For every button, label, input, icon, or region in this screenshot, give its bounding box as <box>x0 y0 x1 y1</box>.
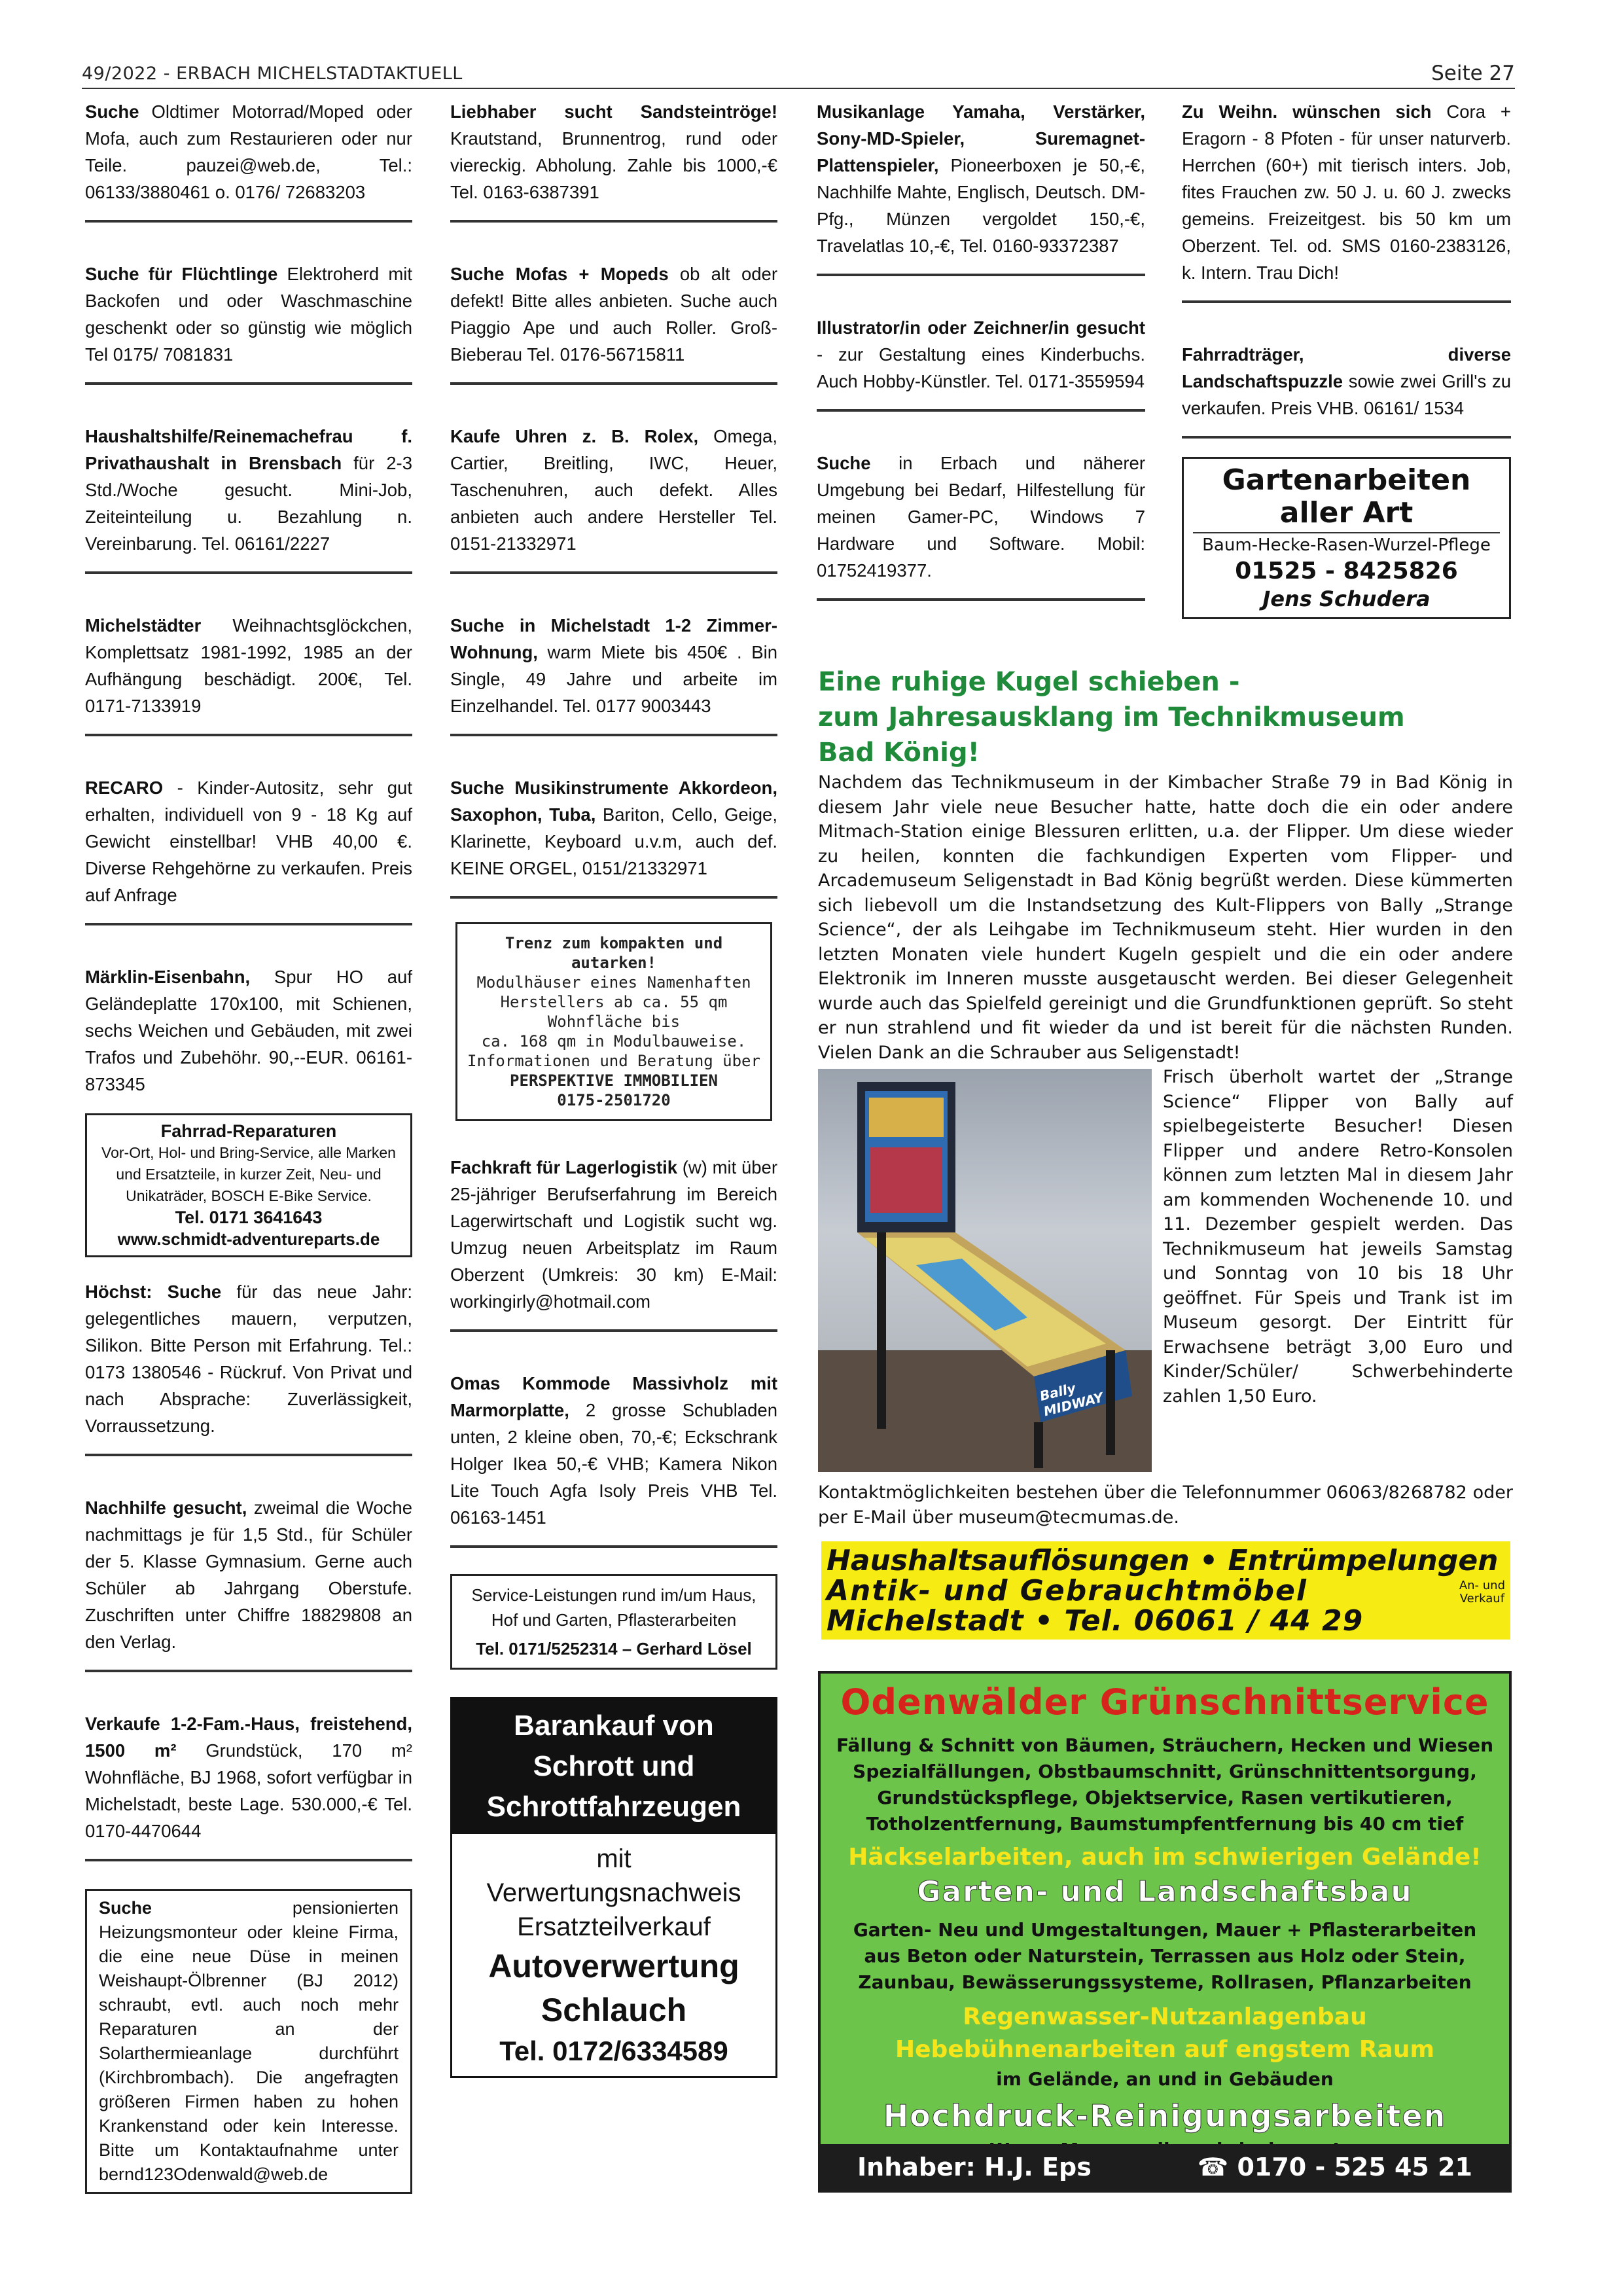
article-body: Nachdem das Technikmuseum in der Kimbacher Straße 79 in Bad König in diesem Jahr viele neue Besucher hatte, hatte doch die ein oder andere Mitmach-Station einige Blessuren erlitten, u.a. der Flipper. Um diese wieder zu heilen, konnten die fachkundigen Experten vom Flipper- und Arcademuseum Seligenstadt in Bad König begrüßt werden. Diese kümmerten sich liebevoll um die Instandsetzung des Kult-Flippers von Bally „Strange Science“, der als Leihgabe im Technikmuseum steht. Hier wurden in den letzten Monaten viele hundert Kugeln gespielt und die ein oder andere Elektronik im Inneren musste ausgetauscht werden. Bei dieser Gelegenheit wurde auch das Spielfeld gereinigt und die Grundfunktionen geprüft. So steht er nun strahlend und fit wieder da und ist bereit für die nächsten Runden. Vielen Dank an die Schrauber aus Seligenstadt! <box>818 772 1513 1063</box>
ad-text: Weihnachtsglöckchen, Komplettsatz 1981-1992, 1985 an der Aufhängung beschädigt. 200€, Tel. 0171-7133919 <box>85 615 412 716</box>
ad-title: Märklin-Eisenbahn, <box>85 967 251 987</box>
ad-title: Musikanlage Yamaha, Verstärker, Sony-MD-Spieler, Suremagnet-Plattenspieler, <box>817 101 1145 175</box>
suche-box-ad <box>85 1889 412 2194</box>
ad-text: pensionierten Heizungsmonteur oder kleine Firma, die eine neue Düse in meinen Weishaupt-Ölbrenner (BJ 2012) schraubt, evtl. auch noch mehr Reparaturen an der Solarthermieanlage durchführt (Kirchbrombach). Die angefragten größeren Firmen haben zu hohen Krankenstand oder kein Interesse. Bitte um Kontaktaufnahme unter bernd123Odenwald@web.de <box>99 1898 399 2184</box>
gruen-line: Grundstückspflege, Objektservice, Rasen vertikutieren, <box>877 1787 1453 1808</box>
barankauf-phone: Tel. 0172/6334589 <box>499 2036 728 2066</box>
ad-text: Oldtimer Motorrad/Moped oder Mofa, auch zum Restaurieren oder nur Teile. pauzei@web.de, Tel.: 06133/3880461 o. 0176/ 72683203 <box>85 101 412 202</box>
fahrrad-line: und Ersatzteile, in kurzer Zeit, Neu- und <box>116 1166 382 1183</box>
ad-text: Elektroherd mit Backofen und oder Waschmaschine geschenkt oder so günstig wie möglich Tel 0175/ 7081831 <box>85 264 412 365</box>
gruen-phone: ☎ 0170 - 525 45 21 <box>1197 2153 1472 2181</box>
ad-text: zweimal die Woche nachmittags je für 1,5 Std., für Schüler der 5. Klasse Gymnasium. Gerne auch Schüler ab Jahrgang Oberstufe. Zuschriften unter Chiffre 18829808 an den Verlag. <box>85 1498 412 1652</box>
garten-name: Jens Schudera <box>1262 586 1431 611</box>
gruen-block-2 <box>821 1917 1509 1996</box>
gruen-footer <box>821 2144 1509 2190</box>
gruen-line: Garten- Neu und Umgestaltungen, Mauer + Pflasterarbeiten <box>853 1919 1477 1941</box>
headline-line: zum Jahresausklang im Technikmuseum <box>818 702 1405 732</box>
barankauf-line: Verwertungsnachweis <box>486 1878 741 1907</box>
classified-ad <box>450 98 777 223</box>
haushalt-small <box>1459 1579 1505 1605</box>
perspektive-line: ca. 168 qm in Modulbauweise. <box>481 1032 747 1050</box>
column-3 <box>817 98 1145 601</box>
fahrrad-tel: Tel. 0171 3641643 <box>175 1208 323 1227</box>
barankauf-ad <box>450 1697 777 2078</box>
ad-title: Haushaltshilfe/Reinemachefrau f. Privathaushalt in Brensbach <box>85 426 412 473</box>
classified-ad <box>817 450 1145 601</box>
perspektive-line: Modulhäuser eines Namenhaften <box>476 973 751 992</box>
garten-title: aller Art <box>1279 496 1413 529</box>
ad-title: Kaufe Uhren z. B. Rolex, <box>450 426 699 446</box>
fahrrad-line: Unikaträder, BOSCH E-Bike Service. <box>126 1187 372 1204</box>
ad-title: Suche <box>85 101 139 122</box>
article-image-row <box>818 1065 1513 1480</box>
ad-text: Omega, Cartier, Breitling, IWC, Heuer, Taschenuhren, auch defekt. Alles anbieten auch andere Hersteller Tel. 0151-21332971 <box>450 426 777 554</box>
ad-title: Omas Kommode Massivholz mit Marmorplatte, <box>450 1373 777 1420</box>
gruen-highlight: Häckselarbeiten, auch im schwierigen Gelände! <box>848 1844 1482 1871</box>
ad-title: Suche in Michelstadt 1-2 Zimmer-Wohnung, <box>450 615 777 662</box>
ad-text: für das neue Jahr: gelegentliches mauern, verputzen, Silikon. Bitte Person mit Erfahrung. Tel.: 0173 1380546 - Rückruf. Von Privat und nach Absprache: Zuverlässigkeit, Vorraussetzung. <box>85 1282 413 1436</box>
ad-text: Grundstück, 170 m² Wohnfläche, BJ 1968, sofort verfügbar in Michelstadt, beste Lage. 530.000,-€ Tel. 0170-4470644 <box>85 1740 412 1841</box>
headline-line: Eine ruhige Kugel schieben - <box>818 667 1240 697</box>
fahrrad-line: Vor-Ort, Hol- und Bring-Service, alle Marken <box>101 1144 396 1161</box>
classified-ad <box>85 963 412 1113</box>
ad-title: RECARO <box>85 778 164 798</box>
barankauf-header <box>452 1699 775 1834</box>
classified-ad <box>85 774 412 925</box>
ad-title: Höchst: Suche <box>85 1282 222 1302</box>
ad-text: warm Miete bis 450€ . Bin Single, 49 Jahre und arbeite im Einzelhandel. Tel. 0177 9003443 <box>450 642 777 716</box>
ad-text: für 2-3 Std./Woche gesucht. Mini-Job, Zeiteinteilung u. Bezahlung n. Vereinbarung. Tel. 06161/2227 <box>85 453 413 554</box>
classified-ad <box>85 423 412 574</box>
ad-title: Fachkraft für Lagerlogistik <box>450 1157 678 1177</box>
gruen-line: aus Beton oder Naturstein, Terrassen aus Holz oder Stein, <box>864 1945 1466 1967</box>
ad-text: (w) mit über 25-jähriger Berufserfahrung im Bereich Lagerwirtschaft und Logistik sucht wg. Umzug neuen Arbeitsplatz im Raum Oberzent (Umkreis: 30 km) E-Mail: workingirly@hotmail.com <box>450 1157 777 1312</box>
classified-ad <box>817 314 1145 412</box>
haushalt-line: Haushaltsauflösungen • Entrümpelungen <box>827 1544 1499 1577</box>
page-header <box>82 60 1515 89</box>
gruen-line: im Gelände, an und in Gebäuden <box>996 2068 1334 2090</box>
service-line: Hof und Garten, Pflasterarbeiten <box>491 1610 737 1630</box>
classified-ad <box>450 260 777 385</box>
flipper-logo: Bally MIDWAY <box>1038 1380 1105 1420</box>
article-technikmuseum <box>818 664 1513 1530</box>
classified-ad <box>85 1494 412 1672</box>
garten-title: Gartenarbeiten <box>1222 463 1471 497</box>
gruen-line: Fällung & Schnitt von Bäumen, Sträuchern, Hecken und Wiesen <box>836 1734 1494 1756</box>
classified-ad <box>450 423 777 574</box>
haushalt-ad <box>821 1541 1510 1640</box>
barankauf-line: Barankauf von <box>514 1710 714 1742</box>
ad-title: Suche <box>99 1898 152 1918</box>
ad-text: 2 grosse Schubladen unten, 2 kleine oben, 70,-€; Eckschrank Holger Ikea 50,-€ VHB; Kamera Nikon Lite Touch Agfa Isoly Preis VHB Tel. 06163-1451 <box>450 1400 777 1528</box>
classified-ad <box>85 1710 412 1861</box>
gruen-owner: Inhaber: H.J. Eps <box>857 2153 1092 2181</box>
fahrrad-web: www.schmidt-adventureparts.de <box>117 1229 380 1249</box>
garten-phone: 01525 - 8425826 <box>1235 558 1458 584</box>
gruen-line: Spezialfällungen, Obstbaumschnitt, Grünschnittentsorgung, <box>853 1761 1477 1782</box>
classified-ad <box>1182 341 1511 439</box>
fahrrad-ad-box <box>85 1113 412 1257</box>
service-box-ad <box>450 1574 777 1670</box>
column-4 <box>1182 98 1511 652</box>
gruen-line: Totholzentfernung, Baumstumpfentfernung bis 40 cm tief <box>866 1813 1464 1835</box>
gruen-highlight: Hebebühnenarbeiten auf engstem Raum <box>895 2036 1434 2063</box>
classified-ad <box>1182 98 1511 303</box>
classified-ad <box>450 774 777 899</box>
perspektive-immobilien-ad <box>455 922 772 1121</box>
service-line: Service-Leistungen rund im/um Haus, <box>471 1585 756 1605</box>
classified-ad <box>85 98 412 223</box>
perspektive-line: Trenz zum kompakten und autarken! <box>505 934 723 972</box>
ad-title: Suche für Flüchtlinge <box>85 264 278 284</box>
service-phone: Tel. 0171/5252314 – Gerhard Lösel <box>476 1639 752 1659</box>
headline-line: Bad König! <box>818 738 980 768</box>
ad-title: Verkaufe 1-2-Fam.-Haus, freistehend, 1500 m² <box>85 1713 412 1761</box>
column-2 <box>450 98 777 2078</box>
barankauf-line: Schlauch <box>541 1992 687 2028</box>
column-1 <box>85 98 412 2227</box>
haushalt-small-line: An- und <box>1459 1579 1505 1592</box>
ad-text: Krautstand, Brunnentrog, rund oder viereckig. Abholung. Zahle bis 1000,-€ Tel. 0163-6387391 <box>450 128 777 202</box>
garten-subtitle: Baum-Hecke-Rasen-Wurzel-Pflege <box>1193 532 1500 557</box>
barankauf-line: Ersatzteilverkauf <box>517 1912 711 1941</box>
gartenarbeiten-ad <box>1182 457 1511 619</box>
page-number: Seite 27 <box>1431 62 1515 85</box>
ad-title: Suche Musikinstrumente Akkordeon, Saxophon, Tuba, <box>450 778 777 825</box>
ad-text: Pioneerboxen je 50,-€, Nachhilfe Mahte, Englisch, Deutsch. DM-Pfg., Münzen vergoldet 150,-€, Travelatlas 10,-€, Tel. 0160-93372387 <box>817 155 1145 256</box>
perspektive-line: Informationen und Beratung über <box>467 1052 760 1070</box>
ad-title: Zu Weihn. wünschen sich <box>1182 101 1432 122</box>
gruen-subheading: Garten- und Landschaftsbau <box>917 1875 1413 1909</box>
gruen-line: Zaunbau, Bewässerungssysteme, Rollrasen, Pflanzarbeiten <box>858 1971 1472 1993</box>
gruenschnitt-ad <box>818 1671 1512 2193</box>
ad-title: Illustrator/in oder Zeichner/in gesucht <box>817 317 1145 338</box>
gruen-subheading: Hochdruck-Reinigungsarbeiten <box>883 2098 1447 2134</box>
ad-text: in Erbach und näherer Umgebung bei Bedarf, Hilfestellung für meinen Gamer-PC, Windows 7 Hardware und Software. Mobil: 01752419377. <box>817 453 1145 581</box>
ad-title: Suche <box>817 453 871 473</box>
perspektive-company: PERSPEKTIVE IMMOBILIEN <box>510 1071 718 1090</box>
gruen-title: Odenwälder Grünschnittservice <box>840 1681 1489 1723</box>
barankauf-line: Autoverwertung <box>488 1948 739 1984</box>
classified-ad <box>450 1154 777 1332</box>
ad-text: - zur Gestaltung eines Kinderbuchs. Auch Hobby-Künstler. Tel. 0171-3559594 <box>817 344 1145 391</box>
barankauf-line: Schrott und <box>533 1750 695 1782</box>
classified-ad <box>85 612 412 736</box>
ad-title: Fahrradträger, diverse Landschaftspuzzle <box>1182 344 1511 391</box>
perspektive-phone: 0175-2501720 <box>557 1091 671 1109</box>
article-headline <box>818 664 1513 770</box>
ad-title: Nachhilfe gesucht, <box>85 1498 247 1518</box>
ad-text: ob alt oder defekt! Bitte alles anbieten. Suche auch Piaggio Ape und auch Roller. Groß-Bieberau Tel. 0176-56715811 <box>450 264 777 365</box>
ad-text: Bariton, Cello, Geige, Klarinette, Keyboard u.v.m, auch def. KEINE ORGEL, 0151/21332971 <box>450 804 777 878</box>
article-contact: Kontaktmöglichkeiten bestehen über die Telefonnummer 06063/8268782 oder per E-Mail über museum@tecmumas.de. <box>818 1482 1513 1528</box>
issue-title: 49/2022 - ERBACH MICHELSTADTAKTUELL <box>82 63 463 84</box>
haushalt-small-line: Verkauf <box>1459 1592 1505 1605</box>
gruen-block-1 <box>821 1732 1509 1837</box>
ad-text: Cora + Eragorn - 8 Pfoten - für unser naturverb. Herrchen (60+) mit tierisch inters. Job, fites Frauchen zw. 50 J. u. 60 J. zwecks gemeins. Freizeitgest. bis 50 km um Oberzent. Tel. od. SMS 0160-2383126, k. Intern. Trau Dich! <box>1182 101 1511 283</box>
pinball-machine-illustration <box>818 1069 1152 1472</box>
classified-ad <box>450 1370 777 1548</box>
ad-text: - Kinder-Autositz, sehr gut erhalten, individuell von 9 - 18 Kg auf Gewicht einstellbar! VHB 40,00 €. Diverse Rehgehörne zu verkaufen. Preis auf Anfrage <box>85 778 412 905</box>
gruen-highlight: Regenwasser-Nutzanlagenbau <box>963 2003 1367 2030</box>
article-side-text: Frisch überholt wartet der „Strange Science“ Flipper von Bally auf spielbegeisterte Besucher! Diesen Flipper und andere Retro-Konsolen können zum letzten Mal in diesem Jahr am kommenden Wochenende 10. und 11. Dezember gespielt werden. Das Technikmuseum hat jeweils Samstag und Sonntag von 10 bis 18 Uhr geöffnet. Für Speis und Trank ist im Museum gesorgt. Der Eintritt für Erwachsene beträgt 3,00 Euro und Kinder/Schüler/ Schwerbehinderte zahlen 1,50 Euro. <box>1163 1067 1513 1407</box>
ad-title: Suche Mofas + Mopeds <box>450 264 669 284</box>
haushalt-line: Antik- und Gebrauchtmöbel <box>827 1574 1307 1607</box>
perspektive-line: Herstellers ab ca. 55 qm Wohnfläche bis <box>500 993 728 1031</box>
classified-ad <box>817 98 1145 276</box>
ad-title: Michelstädter <box>85 615 202 636</box>
barankauf-body <box>452 1834 775 2076</box>
flipper-photo <box>818 1069 1152 1472</box>
classified-ad <box>450 612 777 736</box>
classified-ad <box>85 1278 412 1456</box>
barankauf-line: Schrottfahrzeugen <box>486 1791 741 1823</box>
ad-title: Liebhaber sucht Sandsteintröge! <box>450 101 777 122</box>
classified-ad <box>85 260 412 385</box>
ad-text: Spur HO auf Geländeplatte 170x100, mit Schienen, sechs Weichen und Gebäuden, mit zwei Trafos und Zubehöhr. 90,--EUR. 06161-873345 <box>85 967 412 1094</box>
fahrrad-title: Fahrrad-Reparaturen <box>160 1121 337 1141</box>
haushalt-line: Michelstadt • Tel. 06061 / 44 29 <box>827 1604 1364 1638</box>
barankauf-line: mit <box>596 1844 631 1873</box>
ad-text: sowie zwei Grill's zu verkaufen. Preis VHB. 06161/ 1534 <box>1182 371 1511 418</box>
